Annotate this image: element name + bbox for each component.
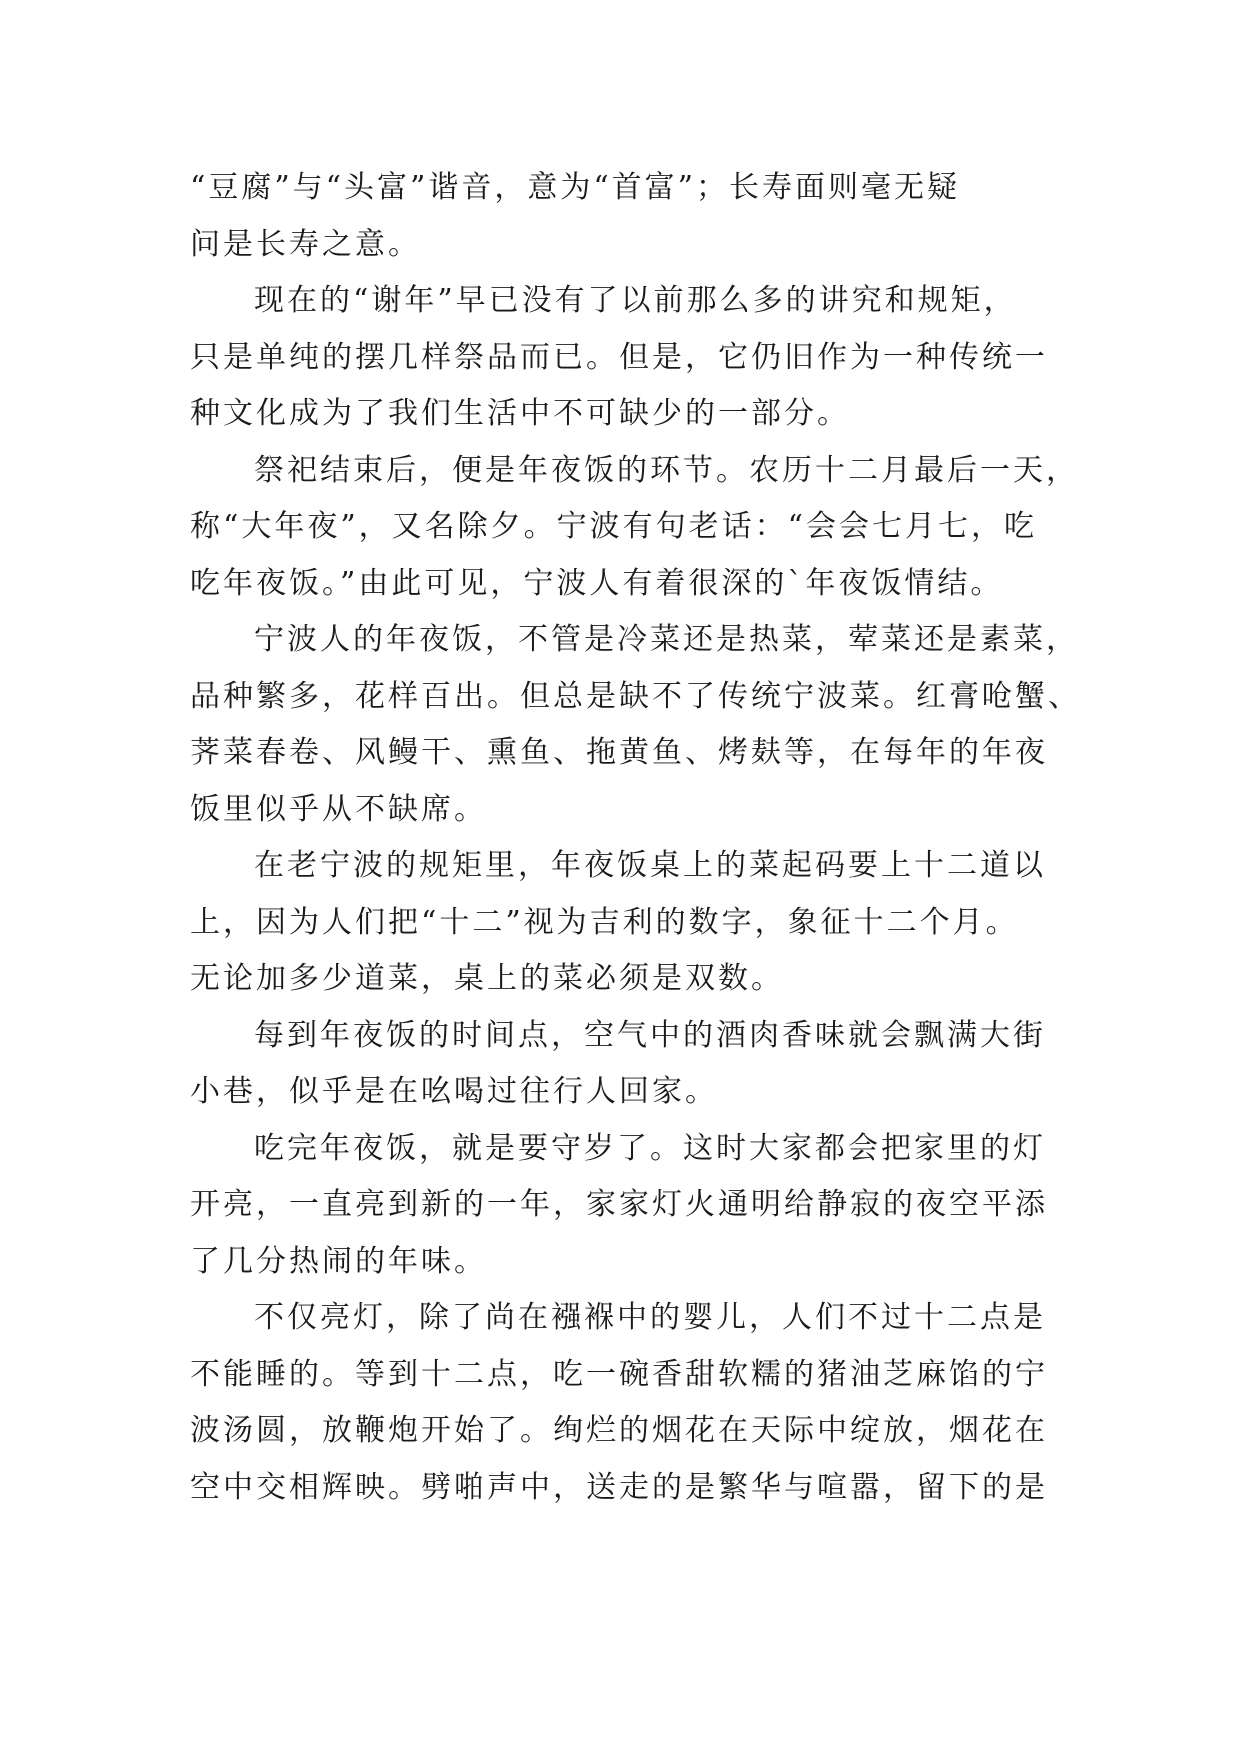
text-line: 种文化成为了我们生活中不可缺少的一部分。 <box>190 396 850 431</box>
text-line: 荠菜春卷、风鳗干、熏鱼、拖黄鱼、烤麸等，在每年的年夜 <box>190 735 1048 770</box>
text-line: 无论加多少道菜，桌上的菜必须是双数。 <box>190 961 784 996</box>
text-line: 上，因为人们把“十二”视为吉利的数字，象征十二个月。 <box>190 904 1019 940</box>
text-line: 问是长寿之意。 <box>190 226 421 262</box>
text-line: 了几分热闹的年味。 <box>190 1243 487 1279</box>
text-line: 不能睡的。等到十二点，吃一碗香甜软糯的猪油芝麻馅的宁 <box>190 1356 1048 1392</box>
text-line: 品种繁多，花样百出。但总是缺不了传统宁波菜。红膏呛蟹、 <box>190 678 1081 714</box>
text-line: 开亮，一直亮到新的一年，家家灯火通明给静寂的夜空平添 <box>190 1187 1048 1222</box>
text-line: 不仅亮灯，除了尚在襁褓中的婴儿，人们不过十二点是 <box>254 1300 1046 1335</box>
text-line: 吃完年夜饭，就是要守岁了。这时大家都会把家里的灯 <box>254 1130 1046 1166</box>
text-line: 祭祀结束后，便是年夜饭的环节。农历十二月最后一天， <box>254 452 1079 488</box>
body-text <box>190 160 1081 1516</box>
text-line: 在老宁波的规矩里，年夜饭桌上的菜起码要上十二道以 <box>254 848 1046 883</box>
text-line: 小巷，似乎是在吆喝过往行人回家。 <box>190 1074 718 1109</box>
text-line: 饭里似乎从不缺席。 <box>190 791 487 827</box>
text-line: 吃年夜饭。”由此可见，宁波人有着很深的`年夜饭情结。 <box>190 565 1004 601</box>
text-line: 称“大年夜”，又名除夕。宁波有句老话：“会会七月七，吃 <box>190 509 1038 544</box>
text-line: 现在的“谢年”早已没有了以前那么多的讲究和规矩， <box>254 283 1017 318</box>
text-line: 空中交相辉映。劈啪声中，送走的是繁华与喧嚣，留下的是 <box>190 1469 1048 1505</box>
text-line: “豆腐”与“头富”谐音，意为“首富”；长寿面则毫无疑 <box>190 170 961 205</box>
text-line: 波汤圆，放鞭炮开始了。绚烂的烟花在天际中绽放，烟花在 <box>190 1413 1048 1448</box>
text-line: 宁波人的年夜饭，不管是冷菜还是热菜，荤菜还是素菜， <box>254 622 1079 657</box>
text-line: 只是单纯的摆几样祭品而已。但是，它仍旧作为一种传统一 <box>190 339 1048 375</box>
text-line: 每到年夜饭的时间点，空气中的酒肉香味就会飘满大街 <box>254 1017 1046 1053</box>
